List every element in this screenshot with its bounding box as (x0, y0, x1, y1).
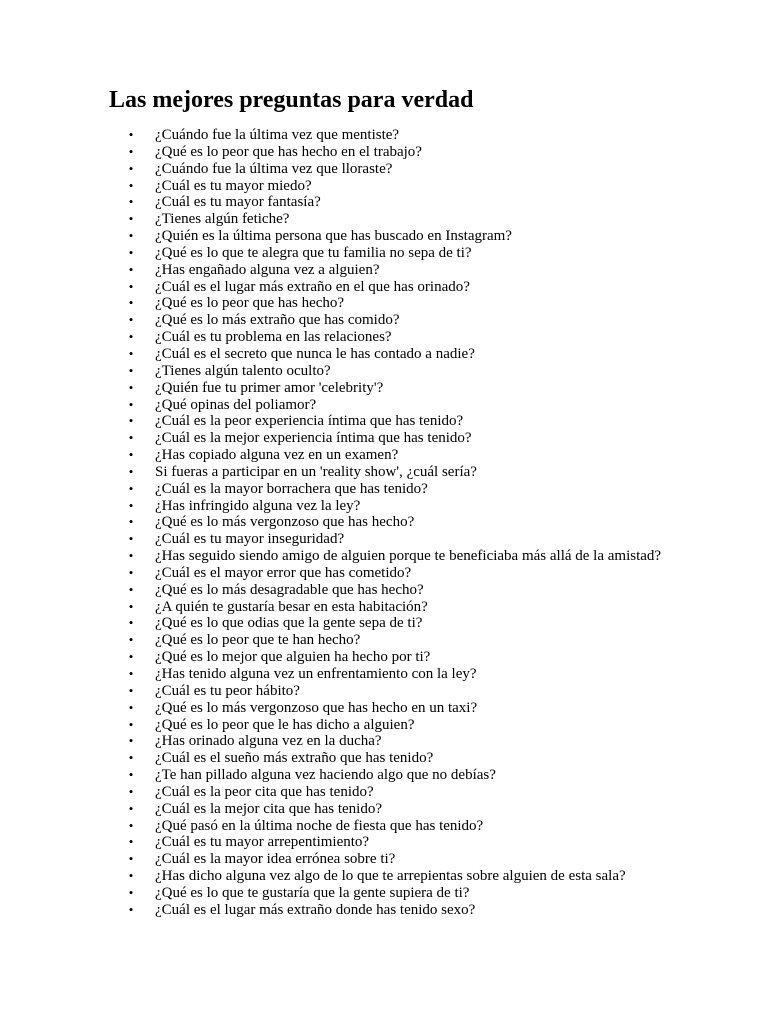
question-text: ¿Cuándo fue la última vez que lloraste? (155, 160, 393, 177)
question-text: ¿Cuál es el secreto que nunca le has contado a nadie? (155, 345, 475, 362)
list-item (0, 413, 665, 430)
list-item (0, 683, 665, 700)
question-text: ¿Cuál es tu mayor fantasía? (155, 194, 321, 211)
bullet-icon: • (128, 379, 134, 395)
bullet-icon: • (128, 632, 134, 648)
bullet-icon: • (128, 177, 134, 193)
question-text: ¿Tienes algún fetiche? (155, 211, 290, 228)
list-item (0, 582, 665, 599)
question-text: ¿Cuál es la mejor experiencia íntima que has tenido? (155, 430, 472, 447)
bullet-icon: • (128, 733, 134, 749)
list-item (0, 666, 665, 683)
bullet-icon: • (128, 447, 134, 463)
bullet-icon: • (128, 278, 134, 294)
bullet-icon: • (128, 228, 134, 244)
bullet-icon: • (128, 514, 134, 530)
question-text: ¿Has tenido alguna vez un enfrentamiento con la ley? (155, 666, 477, 682)
bullet-icon: • (128, 615, 134, 631)
list-item (0, 851, 665, 868)
bullet-icon: • (128, 345, 134, 361)
bullet-icon: • (128, 750, 134, 766)
list-item (0, 885, 665, 902)
bullet-icon: • (128, 211, 134, 227)
bullet-icon: • (128, 480, 134, 496)
bullet-icon: • (128, 716, 134, 732)
question-text: ¿Qué es lo más vergonzoso que has hecho en un taxi? (155, 699, 478, 716)
list-item (0, 632, 665, 649)
question-list (0, 127, 768, 919)
question-text: Si fueras a participar en un 'reality show', ¿cuál sería? (155, 463, 477, 480)
question-text: ¿Cuál es tu mayor miedo? (155, 177, 312, 194)
question-text: ¿Qué es lo que te alegra que tu familia no sepa de ti? (155, 244, 472, 261)
list-item (0, 279, 665, 296)
bullet-icon: • (128, 329, 134, 345)
question-text: ¿Qué es lo que te gustaría que la gente supiera de ti? (155, 884, 470, 901)
list-item (0, 262, 665, 279)
list-item (0, 228, 665, 245)
bullet-icon: • (128, 548, 134, 564)
question-text: ¿Qué es lo peor que le has dicho a alguien? (155, 716, 415, 733)
bullet-icon: • (128, 783, 134, 799)
bullet-icon: • (128, 767, 134, 783)
bullet-icon: • (128, 868, 134, 884)
list-item (0, 784, 665, 801)
bullet-icon: • (128, 160, 134, 176)
list-item (0, 733, 665, 750)
bullet-icon: • (128, 127, 134, 142)
list-item (0, 514, 665, 531)
question-text: ¿Cuál es el sueño más extraño que has tenido? (155, 750, 434, 767)
list-item (0, 178, 665, 195)
question-text: ¿Qué es lo más desagradable que has hecho? (155, 581, 424, 598)
bullet-icon: • (128, 800, 134, 816)
list-item (0, 565, 665, 582)
list-item (0, 295, 665, 312)
question-text: ¿Cuál es tu peor hábito? (155, 682, 300, 699)
list-item (0, 801, 665, 818)
list-item (0, 717, 665, 734)
question-text: ¿Cuál es el lugar más extraño en el que has orinado? (155, 278, 470, 295)
question-text: ¿Qué pasó en la última noche de fiesta que has tenido? (155, 817, 484, 834)
question-text: ¿Quién fue tu primer amor 'celebrity'? (155, 379, 384, 396)
question-text: ¿Cuál es el mayor error que has cometido? (155, 564, 412, 581)
question-text: ¿Has seguido siendo amigo de alguien porque te beneficiaba más allá de la amistad? (155, 548, 662, 565)
list-item (0, 447, 665, 464)
question-text: ¿Qué opinas del poliamor? (155, 396, 317, 413)
list-item (0, 245, 665, 262)
list-item (0, 481, 665, 498)
list-item (0, 397, 665, 414)
bullet-icon: • (128, 463, 134, 479)
question-text: ¿Qué es lo peor que has hecho en el trabajo? (155, 143, 422, 160)
bullet-icon: • (128, 143, 134, 159)
bullet-icon: • (128, 598, 134, 614)
bullet-icon: • (128, 244, 134, 260)
question-text: ¿Qué es lo peor que has hecho? (155, 295, 345, 312)
question-text: ¿Cuál es tu problema en las relaciones? (155, 329, 392, 346)
list-item (0, 194, 665, 211)
list-item (0, 868, 665, 885)
question-text: ¿Cuándo fue la última vez que mentiste? (155, 127, 400, 143)
bullet-icon: • (128, 851, 134, 867)
question-text: ¿Cuál es la mayor idea errónea sobre ti? (155, 851, 396, 868)
question-text: ¿Cuál es tu mayor inseguridad? (155, 531, 345, 548)
list-item (0, 750, 665, 767)
bullet-icon: • (128, 413, 134, 429)
question-text: ¿Quién es la última persona que has buscado en Instagram? (155, 228, 512, 245)
list-item (0, 363, 665, 380)
list-item (0, 615, 665, 632)
question-text: ¿Tienes algún talento oculto? (155, 362, 331, 379)
bullet-icon: • (128, 581, 134, 597)
bullet-icon: • (128, 649, 134, 665)
list-item (0, 161, 665, 178)
list-item (0, 834, 665, 851)
document-title: Las mejores preguntas para verdad (109, 87, 474, 113)
question-text: ¿Cuál es tu mayor arrepentimiento? (155, 834, 370, 851)
list-item (0, 531, 665, 548)
bullet-icon: • (128, 817, 134, 833)
question-text: ¿A quién te gustaría besar en esta habitación? (155, 598, 428, 615)
list-item (0, 380, 665, 397)
list-item (0, 329, 665, 346)
question-text: ¿Has infringido alguna vez la ley? (155, 497, 361, 514)
question-text: ¿Has engañado alguna vez a alguien? (155, 261, 380, 278)
question-text: ¿Te han pillado alguna vez haciendo algo que no debías? (155, 767, 496, 784)
list-item (0, 498, 665, 515)
bullet-icon: • (128, 295, 134, 311)
bullet-icon: • (128, 531, 134, 547)
list-item (0, 818, 665, 835)
list-item (0, 599, 665, 616)
list-item (0, 144, 665, 161)
bullet-icon: • (128, 564, 134, 580)
question-text: ¿Cuál es la peor cita que has tenido? (155, 783, 374, 800)
bullet-icon: • (128, 699, 134, 715)
bullet-icon: • (128, 834, 134, 850)
list-item (0, 464, 665, 481)
list-item (0, 700, 665, 717)
bullet-icon: • (128, 884, 134, 900)
question-text: ¿Has copiado alguna vez en un examen? (155, 447, 399, 464)
question-text: ¿Cuál es la peor experiencia íntima que has tenido? (155, 413, 464, 430)
question-text: ¿Has dicho alguna vez algo de lo que te arrepientas sobre alguien de esta sala? (155, 868, 626, 885)
question-text: ¿Qué es lo más extraño que has comido? (155, 312, 400, 329)
bullet-icon: • (128, 682, 134, 698)
list-item (0, 312, 665, 329)
bullet-icon: • (128, 901, 134, 917)
bullet-icon: • (128, 312, 134, 328)
list-item (0, 767, 665, 784)
bullet-icon: • (128, 396, 134, 412)
question-text: ¿Cuál es la mayor borrachera que has tenido? (155, 480, 428, 497)
list-item (0, 127, 665, 144)
bullet-icon: • (128, 194, 134, 210)
question-text: ¿Cuál es el lugar más extraño donde has tenido sexo? (155, 901, 476, 918)
bullet-icon: • (128, 666, 134, 681)
question-text: ¿Qué es lo más vergonzoso que has hecho? (155, 514, 415, 531)
bullet-icon: • (128, 497, 134, 513)
list-item (0, 211, 665, 228)
bullet-icon: • (128, 362, 134, 378)
bullet-icon: • (128, 261, 134, 277)
question-text: ¿Has orinado alguna vez en la ducha? (155, 733, 382, 750)
list-item (0, 649, 665, 666)
list-item (0, 430, 665, 447)
question-text: ¿Qué es lo mejor que alguien ha hecho por ti? (155, 649, 431, 666)
question-text: ¿Cuál es la mejor cita que has tenido? (155, 800, 382, 817)
question-text: ¿Qué es lo peor que te han hecho? (155, 632, 361, 649)
question-text: ¿Qué es lo que odias que la gente sepa de ti? (155, 615, 423, 632)
list-item (0, 346, 665, 363)
list-item (0, 902, 665, 919)
list-item (0, 548, 665, 565)
bullet-icon: • (128, 430, 134, 446)
